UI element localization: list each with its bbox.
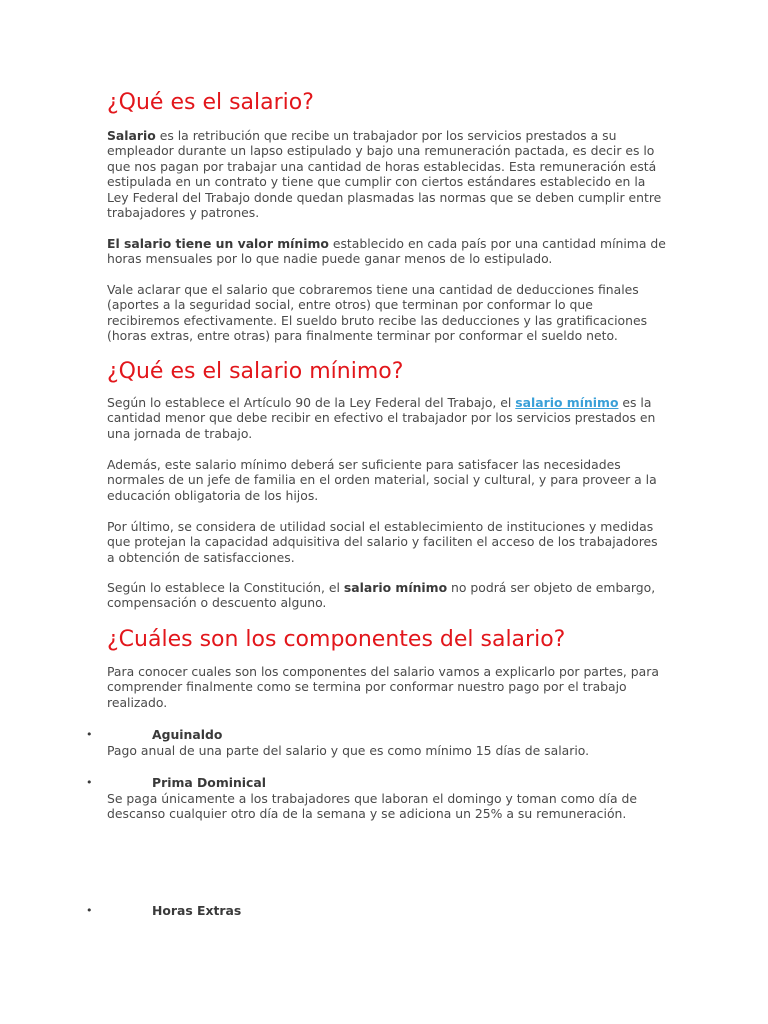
paragraph-utilidad-social: Por último, se considera de utilidad social el establecimiento de instituciones y medidas que protejan la capacidad adquisitiva del salario y faciliten el acceso de los trabajadores a obtención de satisfacciones.	[107, 519, 658, 565]
heading-componentes-salario: ¿Cuáles son los componentes del salario?	[107, 627, 566, 652]
salario-minimo-link[interactable]: salario mínimo	[515, 395, 619, 410]
paragraph-bold: salario mínimo	[343, 580, 448, 595]
paragraph-necesidades: Además, este salario mínimo deberá ser suficiente para satisfacer las necesidades normales de un jefe de familia en el orden material, social y cultural, y para proveer a la educación obligatoria de los hijos.	[107, 457, 657, 503]
bullet-title: Prima Dominical	[152, 775, 267, 790]
paragraph-text: Según lo establece la Constitución, el	[107, 580, 344, 595]
paragraph-text: establecido en cada país por una cantidad mínima de horas mensuales por lo que nadie puede ganar menos de lo estipulado.	[107, 236, 666, 267]
paragraph-salario-definicion	[107, 128, 667, 220]
paragraph-deducciones: Vale aclarar que el salario que cobraremos tiene una cantidad de deducciones finales (aportes a la seguridad social, entre otros) que terminan por conformar lo que recibiremos efectivamente. El sueldo bruto recibe las deducciones y las gratificaciones (horas extras, entre otras) para finalmente terminar por conformar el sueldo neto.	[107, 282, 648, 344]
paragraph-articulo-90	[107, 395, 667, 441]
paragraph-text: es la retribución que recibe un trabajador por los servicios prestados a su empleador durante un lapso estipulado y bajo una remuneración pactada, es decir es lo que nos pagan por trabajar una cantidad de horas establecidas. Esta remuneración está estipulada en un contrato y tiene que cumplir con ciertos estándares establecido en la Ley Federal del Trabajo donde quedan plasmadas las normas que se deben cumplir entre trabajadores y patrones.	[107, 128, 662, 221]
bullet-icon: •	[86, 728, 93, 741]
heading-que-es-el-salario: ¿Qué es el salario?	[107, 90, 314, 115]
bullet-description: Pago anual de una parte del salario y que es como mínimo 15 días de salario.	[107, 743, 590, 758]
paragraph-constitucion	[107, 580, 667, 611]
paragraph-valor-minimo	[107, 236, 667, 267]
heading-salario-minimo: ¿Qué es el salario mínimo?	[107, 359, 404, 384]
paragraph-text: no podrá ser objeto de embargo, compensación o descuento alguno.	[107, 580, 656, 611]
paragraph-lead-bold: Salario	[107, 128, 156, 143]
paragraph-componentes-intro: Para conocer cuales son los componentes del salario vamos a explicarlo por partes, para comprender finalmente como se termina por conformar nuestro pago por el trabajo realizado.	[107, 664, 659, 710]
bullet-icon: •	[86, 904, 93, 917]
bullet-title: Horas Extras	[152, 903, 242, 918]
bullet-title: Aguinaldo	[152, 727, 223, 742]
bullet-icon: •	[86, 776, 93, 789]
bullet-description: Se paga únicamente a los trabajadores que laboran el domingo y toman como día de descanso cualquier otro día de la semana y se adiciona un 25% a su remuneración.	[107, 791, 637, 822]
paragraph-text: es la cantidad menor que debe recibir en efectivo el trabajador por los servicios prestados en una jornada de trabajo.	[107, 395, 656, 441]
paragraph-lead-bold: El salario tiene un valor mínimo	[107, 236, 329, 251]
paragraph-text: Según lo establece el Artículo 90 de la Ley Federal del Trabajo, el	[107, 395, 516, 410]
